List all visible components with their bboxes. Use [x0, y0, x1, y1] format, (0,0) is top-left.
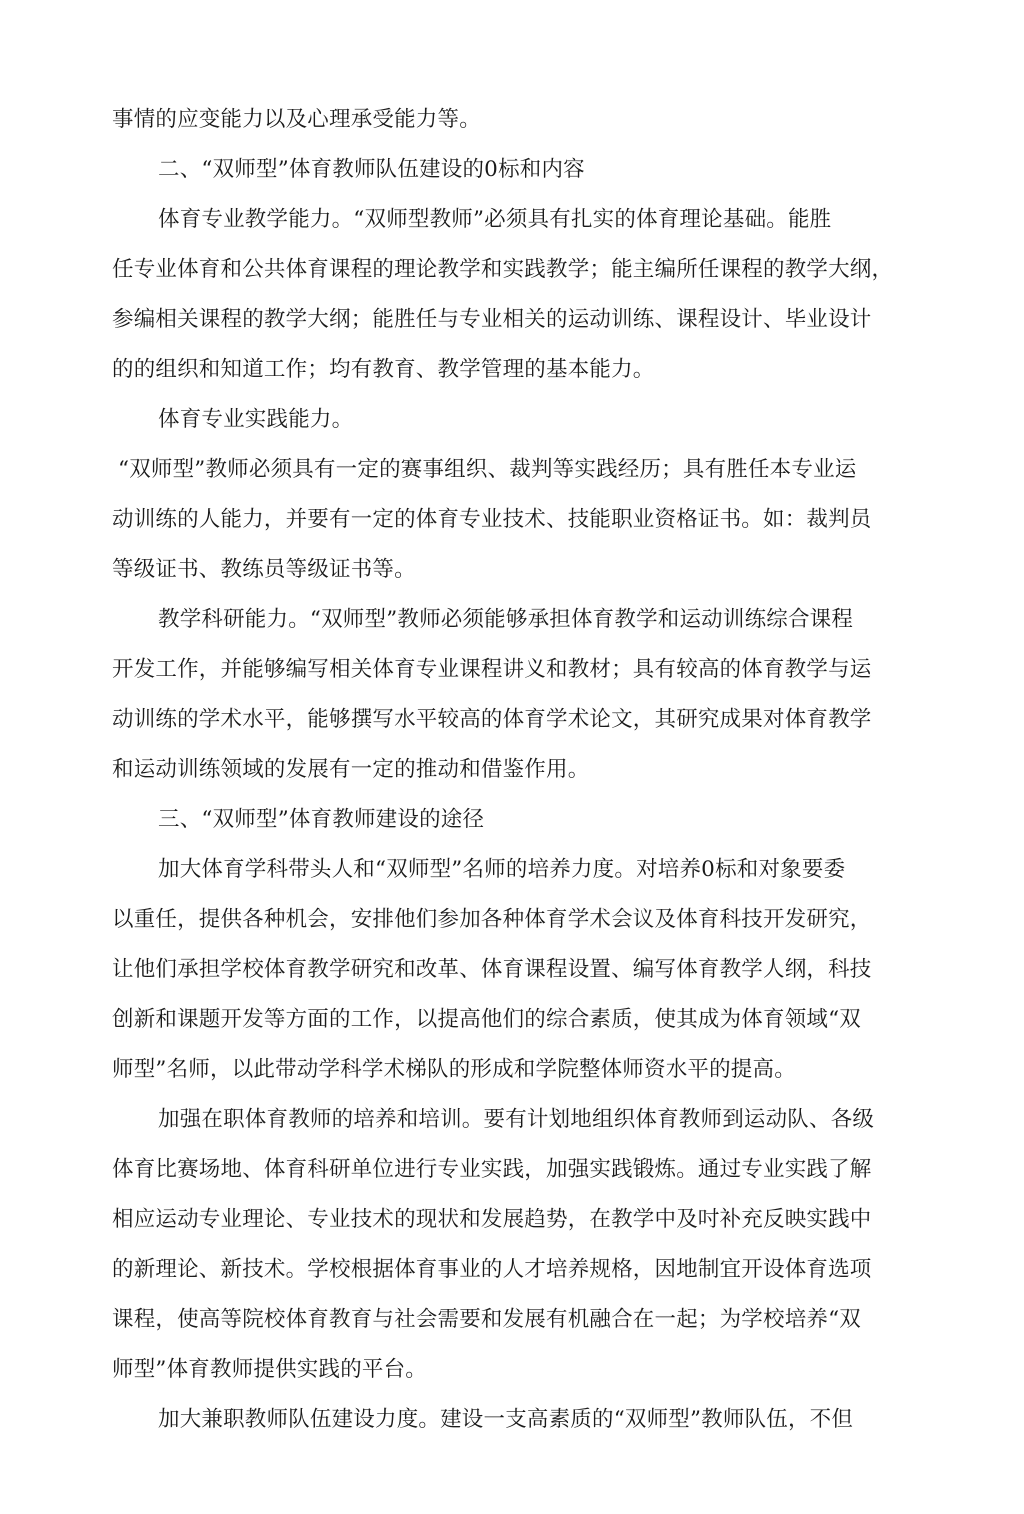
text-line: 的的组织和知道工作；均有教育、教学管理的基本能力。: [112, 357, 655, 382]
text-line: “双师型”教师必须具有一定的赛事组织、裁判等实践经历；具有胜任本专业运: [118, 457, 857, 482]
text-line: 事情的应变能力以及心理承受能力等。: [112, 107, 481, 132]
text-line: 开发工作，并能够编写相关体育专业课程讲义和教材；具有较高的体育教学与运: [112, 657, 872, 682]
text-line: 参编相关课程的教学大纲；能胜任与专业相关的运动训练、课程设计、毕业设计: [112, 307, 872, 332]
text-line: 加大兼职教师队伍建设力度。建设一支高素质的“双师型”教师队伍，不但: [158, 1407, 854, 1432]
section-heading-2: 二、“双师型”体育教师队伍建设的0标和内容: [158, 157, 585, 182]
text-line: 加强在职体育教师的培养和培训。要有计划地组织体育教师到运动队、各级: [158, 1107, 875, 1132]
text-line: 动训练的学术水平，能够撰写水平较高的体育学术论文，其研究成果对体育教学: [112, 707, 872, 732]
text-line: 师型”体育教师提供实践的平台。: [112, 1357, 427, 1382]
text-line: 动训练的人能力，并要有一定的体育专业技术、技能职业资格证书。如：裁判员: [112, 507, 872, 532]
text-line: 体育专业实践能力。: [158, 407, 354, 432]
text-line: 和运动训练领域的发展有一定的推动和借鉴作用。: [112, 757, 590, 782]
document-body: [112, 95, 902, 1445]
text-line: 课程，使高等院校体育教育与社会需要和发展有机融合在一起；为学校培养“双: [112, 1307, 861, 1332]
text-line: 师型”名师，以此带动学科学术梯队的形成和学院整体师资水平的提高。: [112, 1057, 796, 1082]
text-line: 相应运动专业理论、专业技术的现状和发展趋势，在教学中及吋补充反映实践中: [112, 1207, 872, 1232]
text-line: 等级证书、教练员等级证书等。: [112, 557, 416, 582]
text-line: 的新理论、新技术。学校根据体育事业的人才培养规格，因地制宜开设体育选项: [112, 1257, 872, 1282]
text-line: 教学科研能力。“双师型”教师必须能够承担体育教学和运动训练综合课程: [158, 607, 854, 632]
text-line: 加大体育学科带头人和“双师型”名师的培养力度。对培养0标和对象要委: [158, 857, 846, 882]
text-line: 让他们承担学校体育教学研究和改革、体育课程设置、编写体育教学人纲，科技: [112, 957, 872, 982]
text-line: 创新和课题开发等方面的工作，以提高他们的综合素质，使其成为体育领域“双: [112, 1007, 861, 1032]
text-line: 体育比赛场地、体育科研单位进行专业实践，加强实践锻炼。通过专业实践了解: [112, 1157, 872, 1182]
text-line: 以重任，提供各种机会，安排他们参加各种体育学术会议及体育科技开发研究，: [112, 907, 872, 932]
section-heading-3: 三、“双师型”体育教师建设的途径: [158, 807, 485, 832]
text-line: 体育专业教学能力。“双师型教师”必须具有扎实的体育理论基础。能胜: [158, 207, 832, 232]
text-line: 任专业体育和公共体育课程的理论教学和实践教学；能主编所任课程的教学大纲，: [112, 257, 894, 282]
